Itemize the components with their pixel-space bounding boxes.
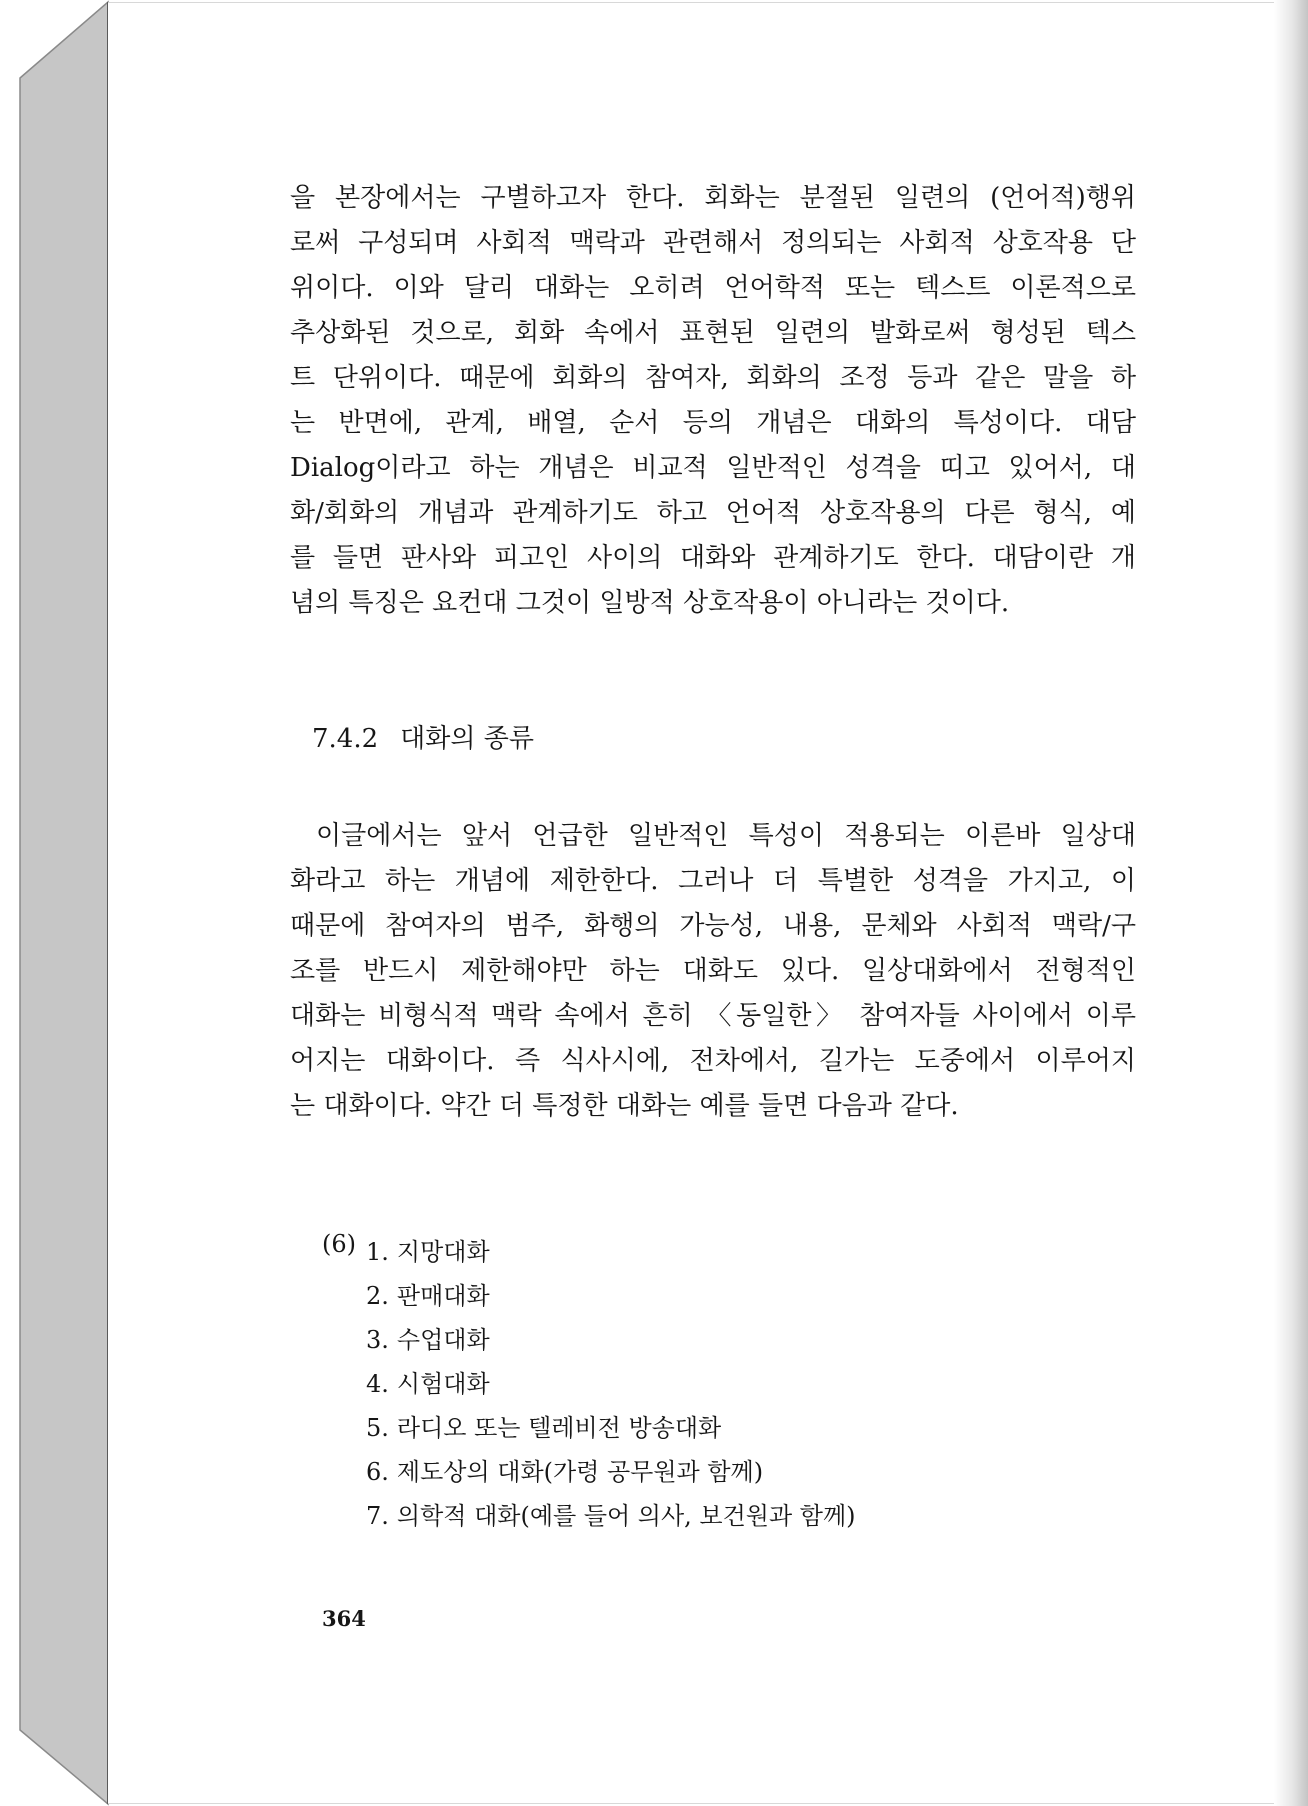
list-item-number: 5.	[366, 1414, 389, 1442]
list-item	[366, 1450, 856, 1494]
text-line: 를 들면 판사와 피고인 사이의 대화와 관계하기도 한다. 대담이란 개	[290, 543, 1136, 573]
text-line: 이글에서는 앞서 언급한 일반적인 특성이 적용되는 이른바 일상대	[316, 821, 1136, 851]
text-line: 대화는 비형식적 맥락 속에서 흔히 〈동일한〉 참여자들 사이에서 이루	[290, 1001, 1136, 1031]
list-item-number: 1.	[366, 1238, 389, 1266]
example-list	[366, 1230, 856, 1538]
page-number: 364	[322, 1606, 366, 1631]
list-item-number: 7.	[366, 1502, 389, 1530]
text-line: 화/회화의 개념과 관계하기도 하고 언어적 상호작용의 다른 형식, 예	[290, 498, 1136, 528]
section-number: 7.4.2	[312, 724, 379, 754]
section-heading	[312, 718, 534, 755]
list-item	[366, 1494, 856, 1538]
page-edge-shadow	[1274, 0, 1308, 1806]
list-item	[366, 1230, 856, 1274]
list-item-text: 제도상의 대화(가령 공무원과 함께)	[396, 1458, 764, 1486]
list-item-text: 의학적 대화(예를 들어 의사, 보건원과 함께)	[396, 1502, 856, 1530]
book-spine	[0, 0, 110, 1806]
list-item-number: 2.	[366, 1282, 389, 1310]
list-item-text: 라디오 또는 텔레비전 방송대화	[396, 1414, 722, 1442]
text-line: 조를 반드시 제한해야만 하는 대화도 있다. 일상대화에서 전형적인	[290, 956, 1136, 986]
paragraph-2	[290, 814, 1136, 1129]
text-line: 을 본장에서는 구별하고자 한다. 회화는 분절된 일련의 (언어적)행위	[290, 183, 1136, 213]
list-item	[366, 1362, 856, 1406]
text-line: 념의 특징은 요컨대 그것이 일방적 상호작용이 아니라는 것이다.	[290, 588, 1010, 618]
text-line: 트 단위이다. 때문에 회화의 참여자, 회화의 조정 등과 같은 말을 하	[290, 363, 1136, 393]
text-line: 는 대화이다. 약간 더 특정한 대화는 예를 들면 다음과 같다.	[290, 1091, 959, 1121]
text-line: 는 반면에, 관계, 배열, 순서 등의 개념은 대화의 특성이다. 대담	[290, 408, 1136, 438]
list-item	[366, 1274, 856, 1318]
list-item-text: 지망대화	[396, 1238, 490, 1266]
list-item-text: 판매대화	[396, 1282, 490, 1310]
text-line: 위이다. 이와 달리 대화는 오히려 언어학적 또는 텍스트 이론적으로	[290, 273, 1136, 303]
list-item-number: 6.	[366, 1458, 389, 1486]
list-item-text: 수업대화	[396, 1326, 490, 1354]
section-title: 대화의 종류	[400, 724, 535, 754]
list-item-number: 3.	[366, 1326, 389, 1354]
paragraph-1	[290, 176, 1136, 626]
text-line: Dialog이라고 하는 개념은 비교적 일반적인 성격을 띠고 있어서, 대	[290, 453, 1136, 483]
list-item-number: 4.	[366, 1370, 389, 1398]
text-line: 때문에 참여자의 범주, 화행의 가능성, 내용, 문체와 사회적 맥락/구	[290, 911, 1136, 941]
list-item	[366, 1406, 856, 1450]
example-label: (6)	[322, 1230, 356, 1258]
text-line: 로써 구성되며 사회적 맥락과 관련해서 정의되는 사회적 상호작용 단	[290, 228, 1136, 258]
text-line: 어지는 대화이다. 즉 식사시에, 전차에서, 길가는 도중에서 이루어지	[290, 1046, 1136, 1076]
text-line: 추상화된 것으로, 회화 속에서 표현된 일련의 발화로써 형성된 텍스	[290, 318, 1136, 348]
text-line: 화라고 하는 개념에 제한한다. 그러나 더 특별한 성격을 가지고, 이	[290, 866, 1136, 896]
list-item	[366, 1318, 856, 1362]
list-item-text: 시험대화	[396, 1370, 490, 1398]
